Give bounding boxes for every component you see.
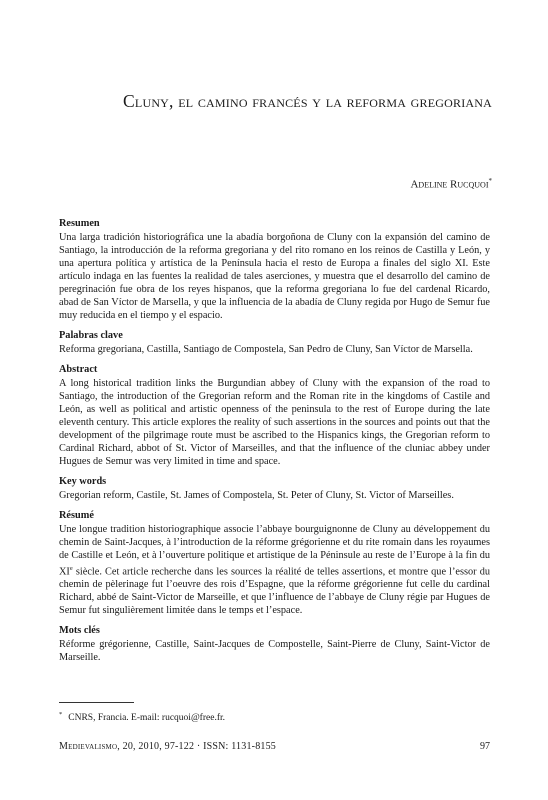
palabras-clave-heading: Palabras clave: [59, 330, 123, 341]
resumen-heading: Resumen: [59, 218, 100, 229]
page-number: 97: [480, 741, 490, 752]
key-words-text: Gregorian reform, Castile, St. James of Compostela, St. Peter of Cluny, St. Victor of Marseilles.: [59, 490, 454, 501]
resume-heading: Résumé: [59, 510, 94, 521]
journal-citation: [59, 741, 276, 752]
key-words-section: [59, 475, 490, 502]
palabras-clave-section: [59, 329, 490, 356]
resume-text: [59, 523, 490, 617]
footnote-text: CNRS, Francia. E-mail: rucquoi@free.fr.: [68, 713, 225, 724]
mots-cles-section: [59, 624, 490, 664]
resume-text-part-1: Une longue tradition historiographique associe l’abbaye bourguignonne de Cluny au développement du chemin de Saint-Jacques, à l’introduction de la réforme grégorienne et du rite romain dans les royaumes de Castille et León, et à l’ouverture politique et artistique de la Péninsule au reste de l’Europe à la fin du XI: [59, 524, 490, 578]
key-words-heading: Key words: [59, 476, 107, 487]
abstract-text: A long historical tradition links the Burgundian abbey of Cluny with the expansion of the road to Santiago, the introduction of the Gregorian reform and the Roman rite in the kingdoms of Castile and León, as well as political and artistic openness of the peninsula to the rest of Europe during the late eleventh century. This article explores the reality of such assertions in the sources and points out that the development of the pilgrimage route must be ascribed to the Hispanics kings, the Gregorian reform to Cardinal Richard, abbot of St. Victor of Marseilles, and that the influence of the cluniac abbey under Hugues de Semur was very limited in time and space.: [59, 378, 490, 467]
mots-cles-text: Réforme grégorienne, Castille, Saint-Jacques de Compostelle, Saint-Pierre de Cluny, Saint-Victor de Marseille.: [59, 639, 490, 664]
journal-issue-details: , 20, 2010, 97-122 · ISSN: 1131-8155: [117, 741, 276, 752]
footnote-divider: [59, 702, 134, 703]
resumen-text: Una larga tradición historiográfica une la abadía borgoñona de Cluny con la expansión del camino de Santiago, la introducción de la reforma gregoriana y del rito romano en los reinos de Castilla y León, y una apertura política y artística de la Península hacia el resto de Europa a finales del siglo XI. Este artículo indaga en las fuentes la realidad de tales aserciones, y muestra que el desarrollo del camino de peregrinación fue obra de los reyes hispanos, que la reforma gregoriana lo fue del cardenal Ricardo, abad de San Víctor de Marsella, y que la influencia de la abadía de Cluny regida por Hugo de Semur fue muy reducida en el tiempo y el espacio.: [59, 232, 490, 321]
resume-century-superscript: e: [69, 565, 73, 572]
author-name: Adeline Rucquoi: [410, 178, 489, 191]
author-footnote-mark: *: [488, 177, 492, 185]
author-line: [410, 177, 492, 191]
article-front-matter: [59, 217, 490, 671]
resumen-section: [59, 217, 490, 322]
abstract-heading: Abstract: [59, 364, 98, 375]
journal-name: Medievalismo: [59, 741, 118, 752]
article-title: Cluny, el camino francés y la reforma gregoriana: [123, 91, 492, 111]
footnote-mark: *: [59, 711, 63, 718]
resume-section: [59, 509, 490, 617]
author-footnote: [59, 711, 225, 723]
palabras-clave-text: Reforma gregoriana, Castilla, Santiago de Compostela, San Pedro de Cluny, San Víctor de Marsella.: [59, 344, 473, 355]
resume-text-part-2: siècle. Cet article recherche dans les sources la réalité de telles assertions, et montre que l’essor du chemin de pèlerinage fut l’oeuvre des rois d’Espagne, que la réforme grégorienne fut celle du cardinal Richard, abbé de Saint-Victor de Marseille, et que l’influence de l’abbaye de Cluny régie par Hugues de Semur fut singulièrement limitée dans le temps et l’espace.: [59, 566, 490, 617]
mots-cles-heading: Mots clés: [59, 625, 100, 637]
abstract-section: [59, 363, 490, 468]
